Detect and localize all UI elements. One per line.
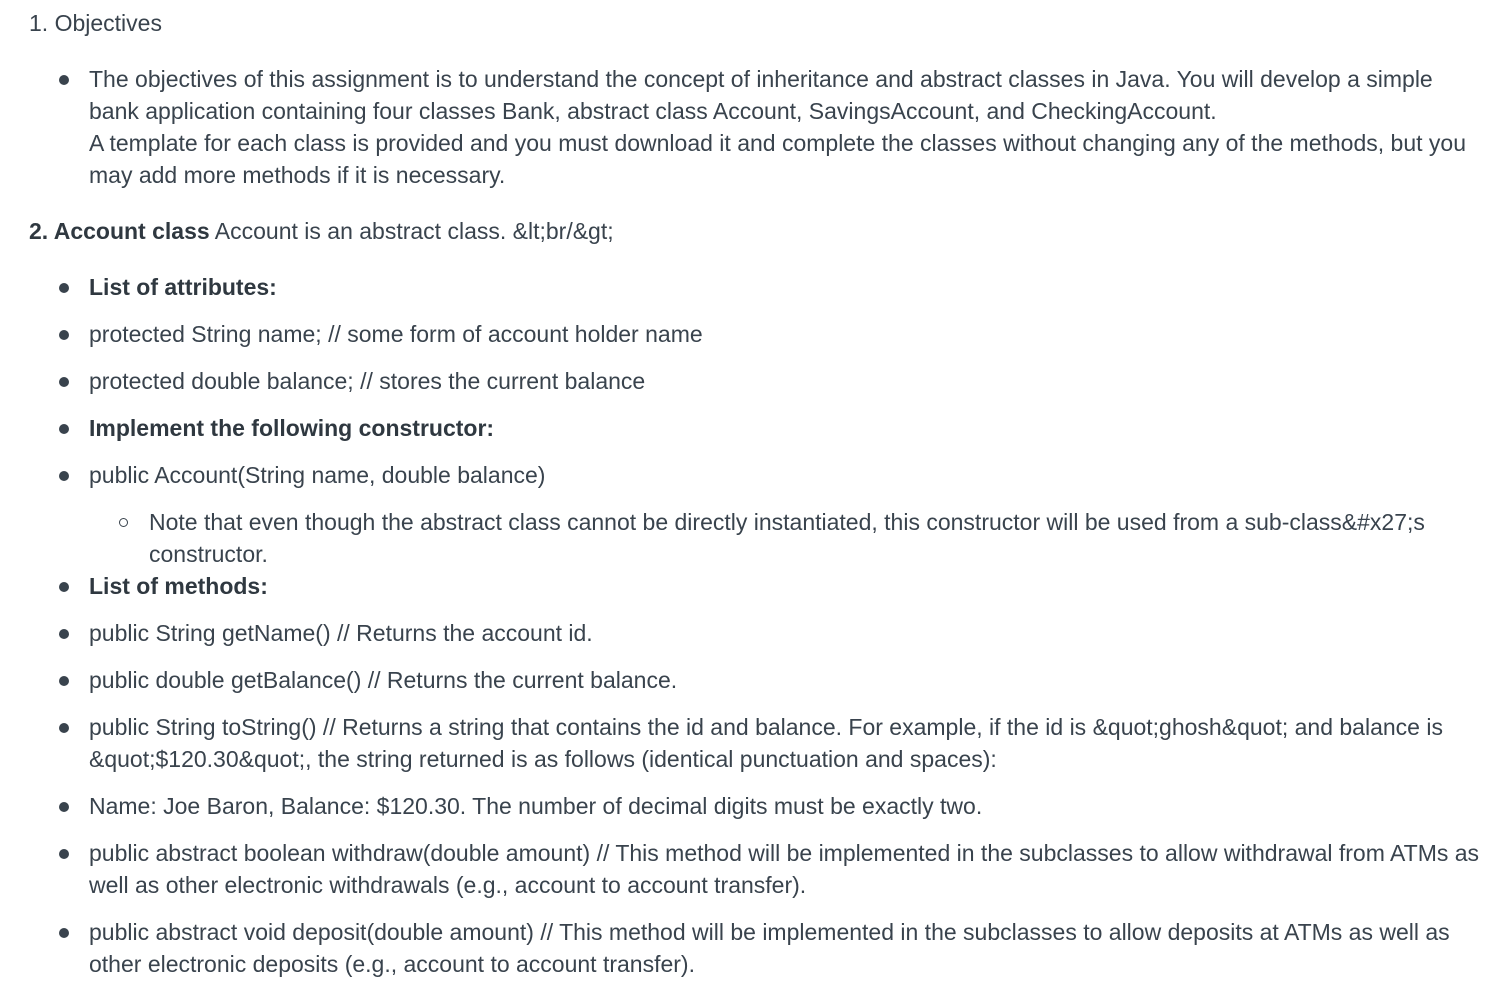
bullet-icon (59, 629, 69, 639)
bullet-icon (59, 928, 69, 938)
bullet-icon (59, 802, 69, 812)
list-item-text: protected double balance; // stores the current balance (89, 368, 646, 394)
section-heading-account-class (29, 215, 614, 247)
sub-list-item (149, 506, 1484, 570)
bullet-icon (59, 377, 69, 387)
list-item-text: public abstract void deposit(double amount) // This method will be implemented in the subclasses to allow deposits at ATMs as well as other electronic deposits (e.g., account to account transfer). (89, 919, 1450, 977)
list-item-text: public String toString() // Returns a string that contains the id and balance. For example, if the id is &quot;ghosh&quot; and balance is &quot;$120.30&quot;, the string returned is as follows (identical punctuation and spaces): (89, 714, 1443, 772)
bullet-icon (59, 723, 69, 733)
section-heading-rest: Account is an abstract class. &lt;br/&gt; (209, 218, 614, 244)
list-item-text: The objectives of this assignment is to understand the concept of inheritance and abstract classes in Java. You will develop a simple bank application containing four classes Bank, abstract class Account, SavingsAccount, and CheckingAccount. (89, 66, 1433, 124)
list-item-text: protected String name; // some form of account holder name (89, 321, 703, 347)
list-item-text: public abstract boolean withdraw(double amount) // This method will be implemented in the subclasses to allow withdrawal from ATMs as well as other electronic withdrawals (e.g., account to account transfer). (89, 840, 1480, 898)
bullet-icon (59, 471, 69, 481)
list-item-text-continued: A template for each class is provided and you must download it and complete the classes without changing any of the methods, but you may add more methods if it is necessary. (89, 130, 1466, 188)
bullet-icon (59, 283, 69, 293)
list-item (89, 412, 1484, 444)
list-item (89, 318, 1484, 350)
list-item (89, 617, 1484, 649)
list-item (89, 271, 1484, 303)
list-item-text: Name: Joe Baron, Balance: $120.30. The number of decimal digits must be exactly two. (89, 793, 983, 819)
list-item-text: List of attributes: (89, 274, 277, 300)
bullet-icon (59, 75, 69, 85)
section-heading-text: 1. Objectives (29, 10, 162, 36)
section-heading-bold: 2. Account class (29, 218, 210, 244)
bullet-icon (59, 676, 69, 686)
list-item (89, 711, 1484, 775)
list-item-text: List of methods: (89, 573, 268, 599)
list-item (89, 365, 1484, 397)
section-heading-objectives (29, 7, 162, 39)
list-item (89, 790, 1484, 822)
list-item-text: Note that even though the abstract class cannot be directly instantiated, this constructor will be used from a sub-class&#x27;s constructor. (149, 509, 1425, 567)
list-item (89, 570, 1484, 602)
list-item-text: public String getName() // Returns the account id. (89, 620, 593, 646)
list-item (89, 63, 1484, 191)
bullet-icon (59, 424, 69, 434)
list-item-text: public Account(String name, double balance) (89, 462, 546, 488)
list-item (89, 837, 1484, 901)
list-item (89, 459, 1484, 491)
list-item-text: Implement the following constructor: (89, 415, 495, 441)
bullet-icon (59, 330, 69, 340)
hollow-bullet-icon (119, 518, 128, 527)
list-item (89, 916, 1484, 980)
bullet-icon (59, 582, 69, 592)
list-item-text: public double getBalance() // Returns the current balance. (89, 667, 678, 693)
bullet-icon (59, 849, 69, 859)
list-item (89, 664, 1484, 696)
